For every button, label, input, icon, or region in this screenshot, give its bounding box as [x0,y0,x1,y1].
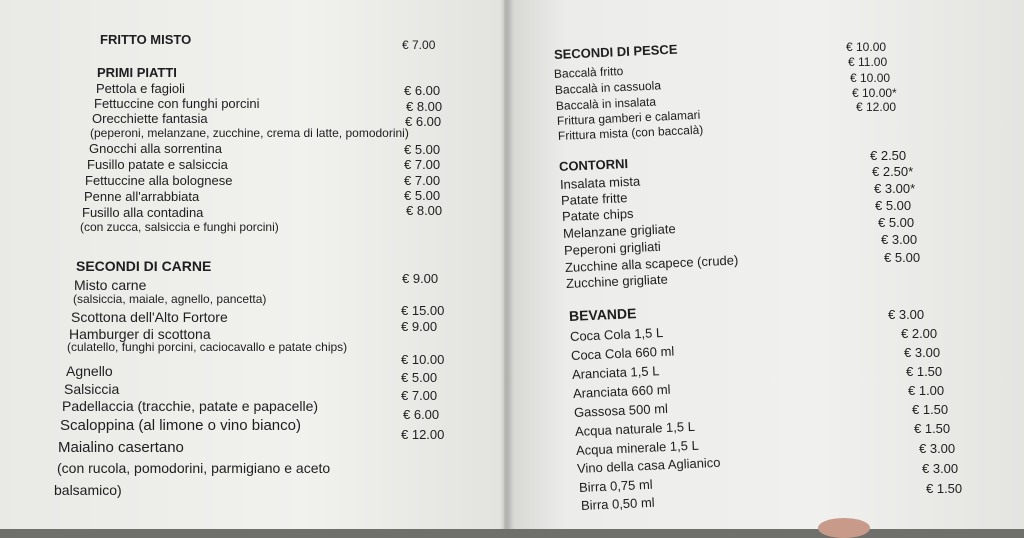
carne-item-note: (salsiccia, maiale, agnello, pancetta) [73,292,267,306]
menu-left-page [0,0,508,529]
bevande-item-price: € 3.00 [888,307,925,322]
pesce-item-name: Baccalà in insalata [555,94,657,113]
carne-item-name: Maialino casertano [58,439,184,456]
carne-item-price: € 7.00 [401,388,438,403]
bevande-item-price: € 1.50 [914,421,951,436]
primi-item-name: Fusillo alla contadina [82,205,204,220]
bevande-item-name: Aranciata 660 ml [572,381,671,401]
primi-item-name: Fusillo patate e salsiccia [87,157,228,172]
bevande-item-price: € 3.00 [922,461,959,476]
primi-item-name: Orecchiette fantasia [92,111,208,126]
fritto-misto-price: € 7.00 [402,38,436,52]
carne-item-name: Scaloppina (al limone o vino bianco) [60,417,301,434]
contorni-item-name: Zucchine grigliate [565,271,669,291]
primi-item-price: € 7.00 [404,173,441,188]
bevande-item-name: Birra 0,50 ml [580,494,655,513]
primi-item-price: € 5.00 [404,188,441,203]
carne-item-name: Salsiccia [64,381,120,397]
pesce-title: SECONDI DI PESCE [553,41,678,62]
carne-item-price: € 10.00 [401,352,445,367]
primi-item-price: € 6.00 [404,83,441,98]
contorni-item-name: Insalata mista [559,173,641,192]
thumb [818,518,870,538]
contorni-item-price: € 2.50* [872,164,914,179]
bevande-item-price: € 1.50 [926,481,963,496]
primi-item-note: (peperoni, melanzane, zucchine, crema di latte, pomodorini) [90,126,409,140]
pesce-item-name: Baccalà fritto [553,63,624,81]
contorni-item-price: € 3.00* [874,181,916,196]
bevande-item-name: Gassosa 500 ml [573,400,669,420]
bevande-title: BEVANDE [568,305,637,324]
carne-item-note: (culatello, funghi porcini, caciocavallo e patate chips) [67,340,348,354]
carne-item-note: (con rucola, pomodorini, parmigiano e aceto [57,460,331,476]
contorni-item-price: € 3.00 [881,232,918,247]
bevande-item-price: € 2.00 [901,326,938,341]
bevande-item-price: € 3.00 [919,441,956,456]
carne-item-name: Agnello [66,363,113,379]
bevande-item-name: Acqua minerale 1,5 L [575,437,700,458]
pesce-item-name: Frittura gamberi e calamari [556,107,701,128]
primi-item-note: (con zucca, salsiccia e funghi porcini) [80,220,279,234]
bevande-item-name: Vino della casa Aglianico [576,454,721,476]
carne-title: SECONDI DI CARNE [76,258,212,274]
pesce-item-price: € 10.00* [852,86,897,100]
primi-item-price: € 8.00 [406,203,443,218]
contorni-item-price: € 2.50 [870,148,907,163]
carne-item-note: balsamico) [54,482,122,498]
carne-item-name: Misto carne [74,277,147,293]
primi-item-name: Pettola e fagioli [96,81,185,96]
bevande-item-price: € 1.00 [908,383,945,398]
primi-item-name: Fettuccine alla bolognese [85,173,233,188]
pesce-item-price: € 10.00 [850,71,891,85]
contorni-item-name: Zucchine alla scapece (crude) [564,252,739,275]
carne-item-price: € 9.00 [401,319,438,334]
primi-item-price: € 8.00 [406,99,443,114]
page-crease [500,0,514,529]
pesce-item-price: € 12.00 [856,100,897,114]
contorni-item-name: Melanzane grigliate [562,221,676,241]
pesce-item-name: Baccalà in cassuola [554,78,662,97]
carne-item-name: Hamburger di scottona [69,326,211,342]
primi-item-name: Penne all'arrabbiata [84,189,200,204]
pesce-item-price: € 11.00 [848,55,888,69]
pesce-item-name: Frittura mista (con baccalà) [557,122,704,143]
carne-item-price: € 6.00 [403,407,440,422]
bevande-item-price: € 1.50 [912,402,949,417]
primi-item-price: € 6.00 [405,114,442,129]
bevande-item-price: € 3.00 [904,345,941,360]
bevande-item-name: Aranciata 1,5 L [571,363,660,382]
carne-item-price: € 12.00 [401,427,445,442]
contorni-item-name: Peperoni grigliati [563,238,662,258]
bevande-item-price: € 1.50 [906,364,943,379]
contorni-item-name: Patate chips [561,205,634,224]
contorni-item-price: € 5.00 [884,250,921,265]
primi-item-price: € 5.00 [404,142,441,157]
contorni-title: CONTORNI [558,155,629,174]
pesce-item-price: € 10.00 [846,40,887,54]
bevande-item-name: Coca Cola 660 ml [570,343,675,363]
contorni-item-price: € 5.00 [878,215,915,230]
carne-item-price: € 9.00 [402,271,439,286]
fritto-misto-title: FRITTO MISTO [100,32,192,47]
bevande-item-name: Coca Cola 1,5 L [569,324,664,344]
carne-item-price: € 15.00 [401,303,445,318]
menu-right-page [504,0,1024,529]
contorni-item-price: € 5.00 [875,198,912,213]
primi-item-name: Fettuccine con funghi porcini [94,96,260,111]
contorni-item-name: Patate fritte [560,190,628,208]
primi-item-price: € 7.00 [404,157,441,172]
bevande-item-name: Birra 0,75 ml [578,476,653,495]
carne-item-name: Scottona dell'Alto Fortore [71,309,228,325]
carne-item-name: Padellaccia (tracchie, patate e papacelle) [62,398,319,414]
primi-title: PRIMI PIATTI [97,65,177,80]
carne-item-price: € 5.00 [401,370,438,385]
bevande-item-name: Acqua naturale 1,5 L [574,418,696,439]
primi-item-name: Gnocchi alla sorrentina [89,141,222,156]
